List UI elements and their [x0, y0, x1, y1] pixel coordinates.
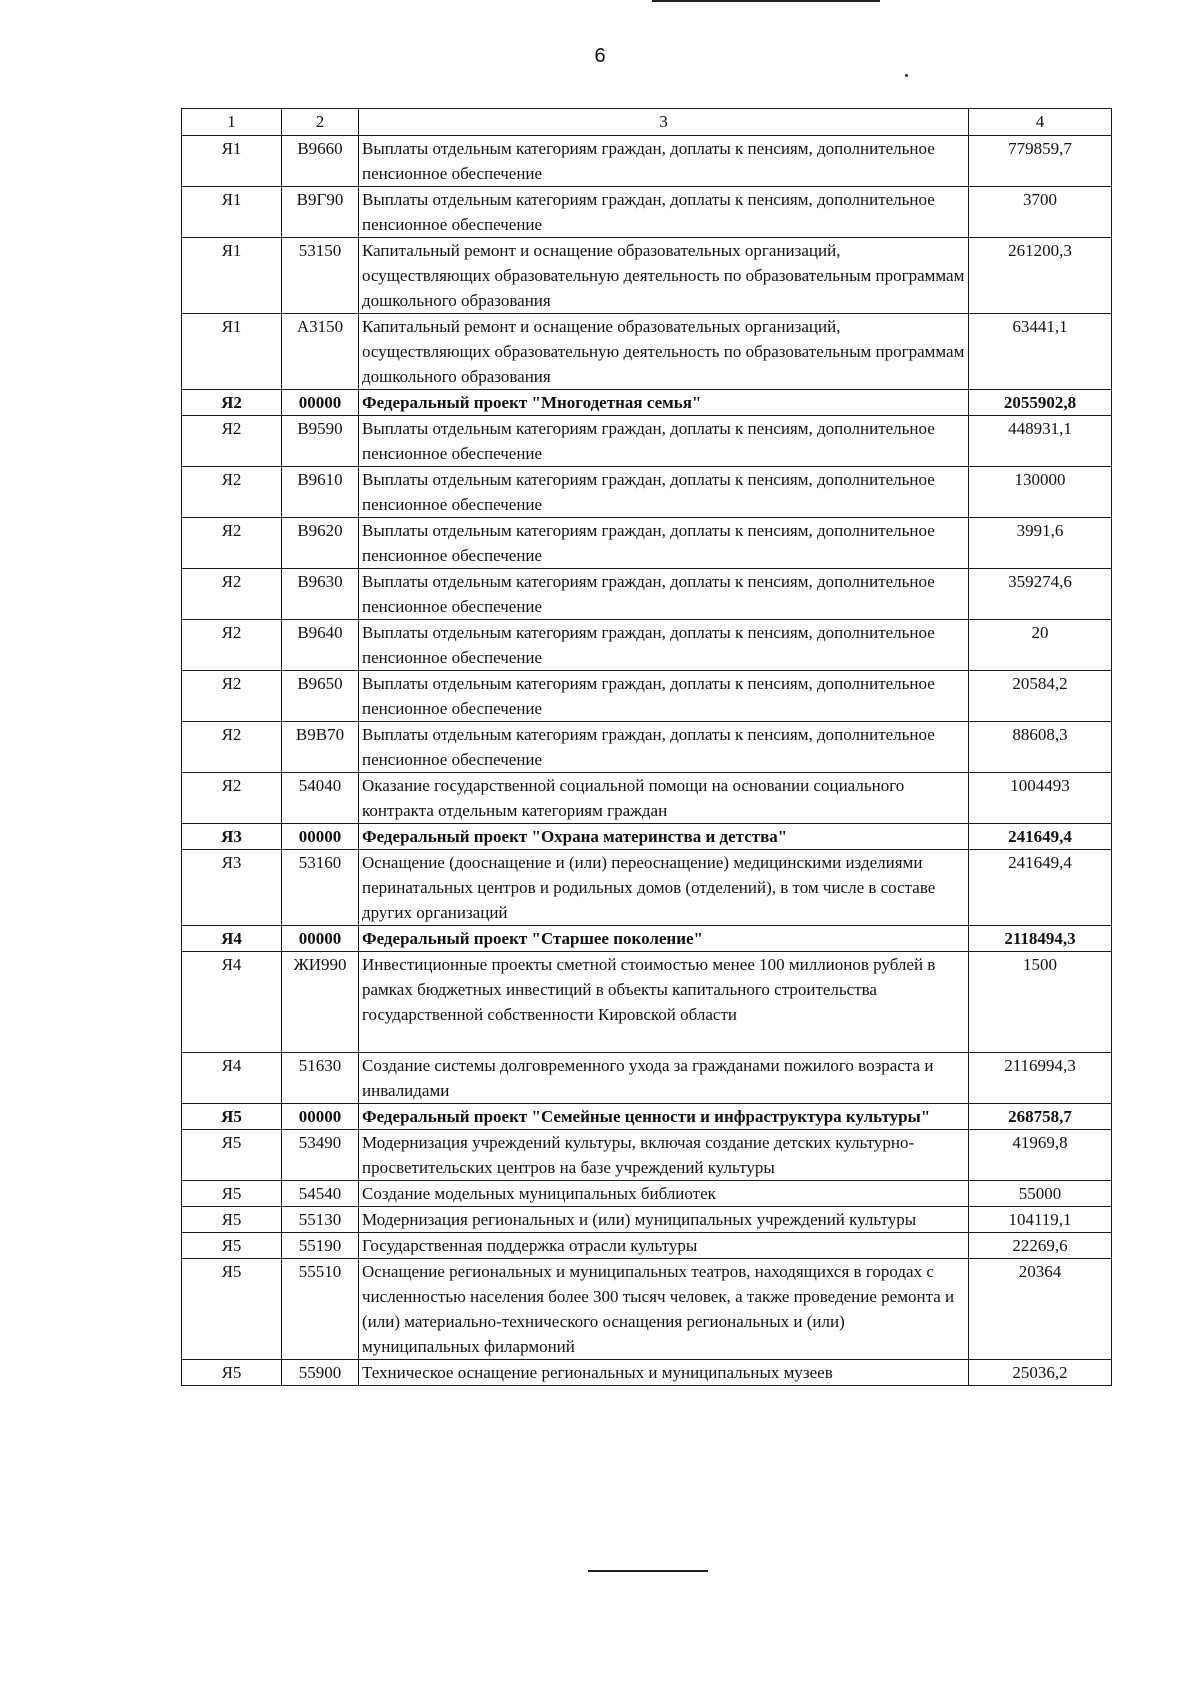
table-row — [182, 569, 1112, 620]
top-rule — [652, 0, 880, 2]
row-description: Выплаты отдельным категориям граждан, доплаты к пенсиям, дополнительное пенсионное обеспечение — [359, 467, 969, 518]
row-target-code: ЖИ990 — [282, 952, 359, 1053]
row-target-code: В9Г90 — [282, 187, 359, 238]
row-description: Выплаты отдельным категориям граждан, доплаты к пенсиям, дополнительное пенсионное обеспечение — [359, 518, 969, 569]
table-row — [182, 1233, 1112, 1259]
row-amount: 3991,6 — [969, 518, 1112, 569]
row-amount: 779859,7 — [969, 136, 1112, 187]
row-section-code: Я1 — [182, 136, 282, 187]
row-target-code: В9640 — [282, 620, 359, 671]
row-section-code: Я3 — [182, 850, 282, 926]
row-target-code: 55190 — [282, 1233, 359, 1259]
row-target-code: 55510 — [282, 1259, 359, 1360]
bottom-rule — [588, 1570, 708, 1572]
row-amount: 20 — [969, 620, 1112, 671]
row-amount: 63441,1 — [969, 314, 1112, 390]
row-description: Техническое оснащение региональных и муниципальных музеев — [359, 1360, 969, 1386]
row-amount: 1004493 — [969, 773, 1112, 824]
header-col-3: 3 — [359, 109, 969, 136]
table-row — [182, 620, 1112, 671]
row-amount: 3700 — [969, 187, 1112, 238]
row-amount: 268758,7 — [969, 1104, 1112, 1130]
row-target-code: В9660 — [282, 136, 359, 187]
row-target-code: 00000 — [282, 824, 359, 850]
row-section-code: Я2 — [182, 773, 282, 824]
row-description: Капитальный ремонт и оснащение образовательных организаций, осуществляющих образовательную деятельность по образовательным программам дошкольного образования — [359, 238, 969, 314]
row-description: Выплаты отдельным категориям граждан, доплаты к пенсиям, дополнительное пенсионное обеспечение — [359, 671, 969, 722]
row-amount: 88608,3 — [969, 722, 1112, 773]
row-section-code: Я4 — [182, 1053, 282, 1104]
row-description: Инвестиционные проекты сметной стоимостью менее 100 миллионов рублей в рамках бюджетных инвестиций в объекты капитального строительства государственной собственности Кировской области — [359, 952, 969, 1053]
row-amount: 2055902,8 — [969, 390, 1112, 416]
row-amount: 104119,1 — [969, 1207, 1112, 1233]
row-section-code: Я4 — [182, 926, 282, 952]
header-row — [182, 109, 1112, 136]
row-description: Выплаты отдельным категориям граждан, доплаты к пенсиям, дополнительное пенсионное обеспечение — [359, 569, 969, 620]
row-section-code: Я2 — [182, 569, 282, 620]
row-section-code: Я4 — [182, 952, 282, 1053]
row-description: Федеральный проект "Охрана материнства и детства" — [359, 824, 969, 850]
row-section-code: Я2 — [182, 467, 282, 518]
row-target-code: 54540 — [282, 1181, 359, 1207]
table-row — [182, 773, 1112, 824]
row-amount: 22269,6 — [969, 1233, 1112, 1259]
row-target-code: 55900 — [282, 1360, 359, 1386]
row-description: Выплаты отдельным категориям граждан, доплаты к пенсиям, дополнительное пенсионное обеспечение — [359, 416, 969, 467]
row-section-code: Я2 — [182, 620, 282, 671]
row-description: Выплаты отдельным категориям граждан, доплаты к пенсиям, дополнительное пенсионное обеспечение — [359, 136, 969, 187]
row-amount: 448931,1 — [969, 416, 1112, 467]
row-section-code: Я5 — [182, 1259, 282, 1360]
row-target-code: 53490 — [282, 1130, 359, 1181]
table-row — [182, 850, 1112, 926]
table-row — [182, 1053, 1112, 1104]
table-row — [182, 1130, 1112, 1181]
row-amount: 359274,6 — [969, 569, 1112, 620]
row-amount: 55000 — [969, 1181, 1112, 1207]
table-row — [182, 926, 1112, 952]
row-section-code: Я2 — [182, 518, 282, 569]
row-amount: 261200,3 — [969, 238, 1112, 314]
row-description: Модернизация учреждений культуры, включая создание детских культурно-просветительских центров на базе учреждений культуры — [359, 1130, 969, 1181]
row-description: Выплаты отдельным категориям граждан, доплаты к пенсиям, дополнительное пенсионное обеспечение — [359, 187, 969, 238]
row-description: Создание модельных муниципальных библиотек — [359, 1181, 969, 1207]
row-description: Выплаты отдельным категориям граждан, доплаты к пенсиям, дополнительное пенсионное обеспечение — [359, 620, 969, 671]
row-amount: 41969,8 — [969, 1130, 1112, 1181]
page-number: 6 — [594, 45, 606, 67]
row-target-code: 53150 — [282, 238, 359, 314]
table-row — [182, 136, 1112, 187]
row-description: Капитальный ремонт и оснащение образовательных организаций, осуществляющих образовательную деятельность по образовательным программам дошкольного образования — [359, 314, 969, 390]
table-row — [182, 238, 1112, 314]
row-description: Оснащение региональных и муниципальных театров, находящихся в городах с численностью населения более 300 тысяч человек, а также проведение ремонта и (или) материально-технического оснащения региональных и (или) муниципальных филармоний — [359, 1259, 969, 1360]
row-amount: 20364 — [969, 1259, 1112, 1360]
row-target-code: В9620 — [282, 518, 359, 569]
row-section-code: Я2 — [182, 722, 282, 773]
row-section-code: Я1 — [182, 314, 282, 390]
table-row — [182, 1181, 1112, 1207]
row-target-code: 53160 — [282, 850, 359, 926]
row-target-code: 55130 — [282, 1207, 359, 1233]
row-amount: 1500 — [969, 952, 1112, 1053]
row-description: Государственная поддержка отрасли культуры — [359, 1233, 969, 1259]
table-row — [182, 187, 1112, 238]
table-row — [182, 1207, 1112, 1233]
row-description: Выплаты отдельным категориям граждан, доплаты к пенсиям, дополнительное пенсионное обеспечение — [359, 722, 969, 773]
row-section-code: Я5 — [182, 1181, 282, 1207]
table-body — [182, 136, 1112, 1386]
header-col-4: 4 — [969, 109, 1112, 136]
table-row — [182, 1259, 1112, 1360]
table-row — [182, 722, 1112, 773]
row-target-code: В9630 — [282, 569, 359, 620]
table-row — [182, 518, 1112, 569]
row-target-code: 00000 — [282, 390, 359, 416]
row-description: Оказание государственной социальной помощи на основании социального контракта отдельным категориям граждан — [359, 773, 969, 824]
row-target-code: 51630 — [282, 1053, 359, 1104]
row-target-code: А3150 — [282, 314, 359, 390]
row-section-code: Я3 — [182, 824, 282, 850]
row-section-code: Я5 — [182, 1130, 282, 1181]
row-description: Федеральный проект "Семейные ценности и инфраструктура культуры" — [359, 1104, 969, 1130]
row-amount: 20584,2 — [969, 671, 1112, 722]
row-target-code: В9590 — [282, 416, 359, 467]
row-section-code: Я2 — [182, 416, 282, 467]
row-description: Создание системы долговременного ухода за гражданами пожилого возраста и инвалидами — [359, 1053, 969, 1104]
row-amount: 241649,4 — [969, 824, 1112, 850]
row-section-code: Я2 — [182, 671, 282, 722]
row-section-code: Я5 — [182, 1233, 282, 1259]
budget-table — [181, 108, 1112, 1386]
row-amount: 241649,4 — [969, 850, 1112, 926]
row-section-code: Я1 — [182, 238, 282, 314]
row-section-code: Я1 — [182, 187, 282, 238]
row-description: Оснащение (дооснащение и (или) переоснащение) медицинскими изделиями перинатальных центров и родильных домов (отделений), в том числе в составе других организаций — [359, 850, 969, 926]
row-description: Модернизация региональных и (или) муниципальных учреждений культуры — [359, 1207, 969, 1233]
row-target-code: 00000 — [282, 1104, 359, 1130]
row-amount: 130000 — [969, 467, 1112, 518]
row-target-code: 00000 — [282, 926, 359, 952]
row-target-code: В9650 — [282, 671, 359, 722]
table-row — [182, 952, 1112, 1053]
header-col-1: 1 — [182, 109, 282, 136]
row-target-code: В9610 — [282, 467, 359, 518]
table-row — [182, 416, 1112, 467]
table-row — [182, 390, 1112, 416]
header-col-2: 2 — [282, 109, 359, 136]
row-section-code: Я2 — [182, 390, 282, 416]
table-row — [182, 671, 1112, 722]
table-row — [182, 1360, 1112, 1386]
table-row — [182, 467, 1112, 518]
row-section-code: Я5 — [182, 1360, 282, 1386]
row-amount: 25036,2 — [969, 1360, 1112, 1386]
table-row — [182, 824, 1112, 850]
table-row — [182, 314, 1112, 390]
scan-speck — [905, 74, 908, 77]
row-section-code: Я5 — [182, 1207, 282, 1233]
row-target-code: 54040 — [282, 773, 359, 824]
row-amount: 2116994,3 — [969, 1053, 1112, 1104]
row-target-code: В9В70 — [282, 722, 359, 773]
row-description: Федеральный проект "Старшее поколение" — [359, 926, 969, 952]
row-description: Федеральный проект "Многодетная семья" — [359, 390, 969, 416]
table-row — [182, 1104, 1112, 1130]
row-section-code: Я5 — [182, 1104, 282, 1130]
row-amount: 2118494,3 — [969, 926, 1112, 952]
